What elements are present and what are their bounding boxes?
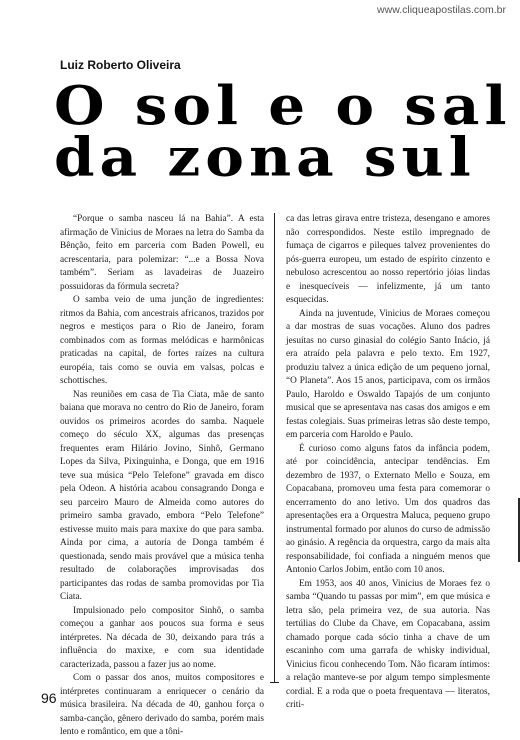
paragraph: ca das letras girava entre tristeza, desengano e amores não correspondidos. Neste estilo impregnado de fumaça de cigarros e pileques talvez provenientes do pós-guerra europeu, um estado de espírito cinzento e nebuloso acrescentou ao nosso repertório jóias lindas e inesquecíveis — infelizmente, já um tanto esquecidas. [286, 214, 490, 305]
column-divider [274, 213, 275, 683]
site-watermark: www.cliqueapostilas.com.br [377, 4, 506, 16]
paragraph: Em 1953, aos 40 anos, Vinicius de Moraes fez o samba “Quando tu passas por mim”, em que música e letra são, pela primeira vez, de sua autoria. Nas tertúlias do Clube da Chave, em Copacabana, assim chamado porque cada sócio tinha a chave de um escaninho com uma garrafa de whisky individual, Vinicius ficou conhecendo Tom. Não ficaram íntimos: a relação manteve-se por algum tempo simplesmente cordial. E a roda que o poeta frequentava — literatos, criti- [286, 578, 490, 710]
paragraph: É curioso como alguns fatos da infância podem, até por coincidência, antecipar tendências. Em dezembro de 1937, o Externato Mello e Souza, em Copacabana, promoveu uma festa para comemorar o encerramento do ano letivo. Um dos quadros das apresentações era a Orquestra Maluca, pequeno grupo instrumental formado por alunos do curso de admissão ao ginásio. A regência da orquestra, cargo da mais alta responsabilidade, foi confiada a ninguém menos que Antonio Carlos Jobim, então com 10 anos. [286, 443, 490, 575]
paragraph: Impulsionado pelo compositor Sinhô, o samba começou a ganhar aos poucos sua forma e seus intérpretes. Na década de 30, deixando para trás a influência do maxixe, e com sua identidade caracterizada, passou a fazer jus ao nome. [60, 605, 264, 670]
paragraph: “Porque o samba nasceu lá na Bahia”. A esta afirmação de Vinicius de Moraes na letra do Samba da Bênção, feito em parceria com Baden Powell, eu acrescentaria, para polemizar: “...e a Bossa Nova também”. Seriam as lavadeiras de Juazeiro possuidoras da fórmula secreta? [60, 214, 264, 292]
column-divider-foot [270, 682, 279, 683]
page-number: 96 [41, 690, 57, 706]
paragraph: Ainda na juventude, Vinicius de Moraes começou a dar mostras de suas vocações. Aluno dos padres jesuítas no curso ginasial do colégio Santo Inácio, já era atraído pela palavra e pelo texto. Em 1927, produziu talvez a única edição de um pequeno jornal, “O Planeta”. Aos 15 anos, participava, com os irmãos Paulo, Haroldo e Oswaldo Tapajós de um conjunto musical que se apresentava nas casas dos amigos e em festas colegiais. Suas primeiras letras são deste tempo, em parceria com Haroldo e Paulo. [286, 308, 490, 440]
article-title-line-1: O sol e o sal [54, 74, 512, 138]
article-title-line-2: da zona sul [54, 126, 476, 189]
paragraph: Com o passar dos anos, muitos compositores e intérpretes continuaram a enriquecer o cenário da música brasileira. Na década de 40, ganhou força o samba-canção, gênero derivado do samba, porém mais lento e romântico, em que a tôni- [60, 673, 264, 737]
left-column [60, 213, 264, 737]
article-body [60, 213, 490, 737]
paragraph: O samba veio de uma junção de ingredientes: ritmos da Bahia, com ancestrais africanos, trazidos por negros e mestiços para o Rio de Janeiro, foram combinados com as formas melódicas e harmônicas praticadas na capital, de fortes raízes na cultura européia, tais como se ouvia em valsas, polcas e schottisches. [60, 295, 264, 386]
paragraph: Nas reuniões em casa de Tia Ciata, mãe de santo baiana que morava no centro do Rio de Janeiro, foram ouvidos os primeiros acordes do samba. Naquele começo do século XX, algumas das presenças frequentes eram Hilário Jovino, Sinhô, Germano Lopes da Silva, Pixinguinha, e Donga, que em 1916 teve sua música “Pelo Telefone” gravada em disco pela Odeon. A história acabou consagrando Donga e seu parceiro Mauro de Almeida como autores do primeiro samba gravado, embora “Pelo Telefone” estivesse muito mais para maxixe do que para samba. Ainda por cima, a autoria de Donga também é questionada, sendo mais provável que a música tenha resultado de colaborações improvisadas dos participantes das rodas de samba promovidas por Tia Ciata. [60, 389, 264, 602]
author-name: Luiz Roberto Oliveira [60, 58, 181, 72]
article-title [54, 74, 512, 189]
right-column [286, 213, 490, 710]
